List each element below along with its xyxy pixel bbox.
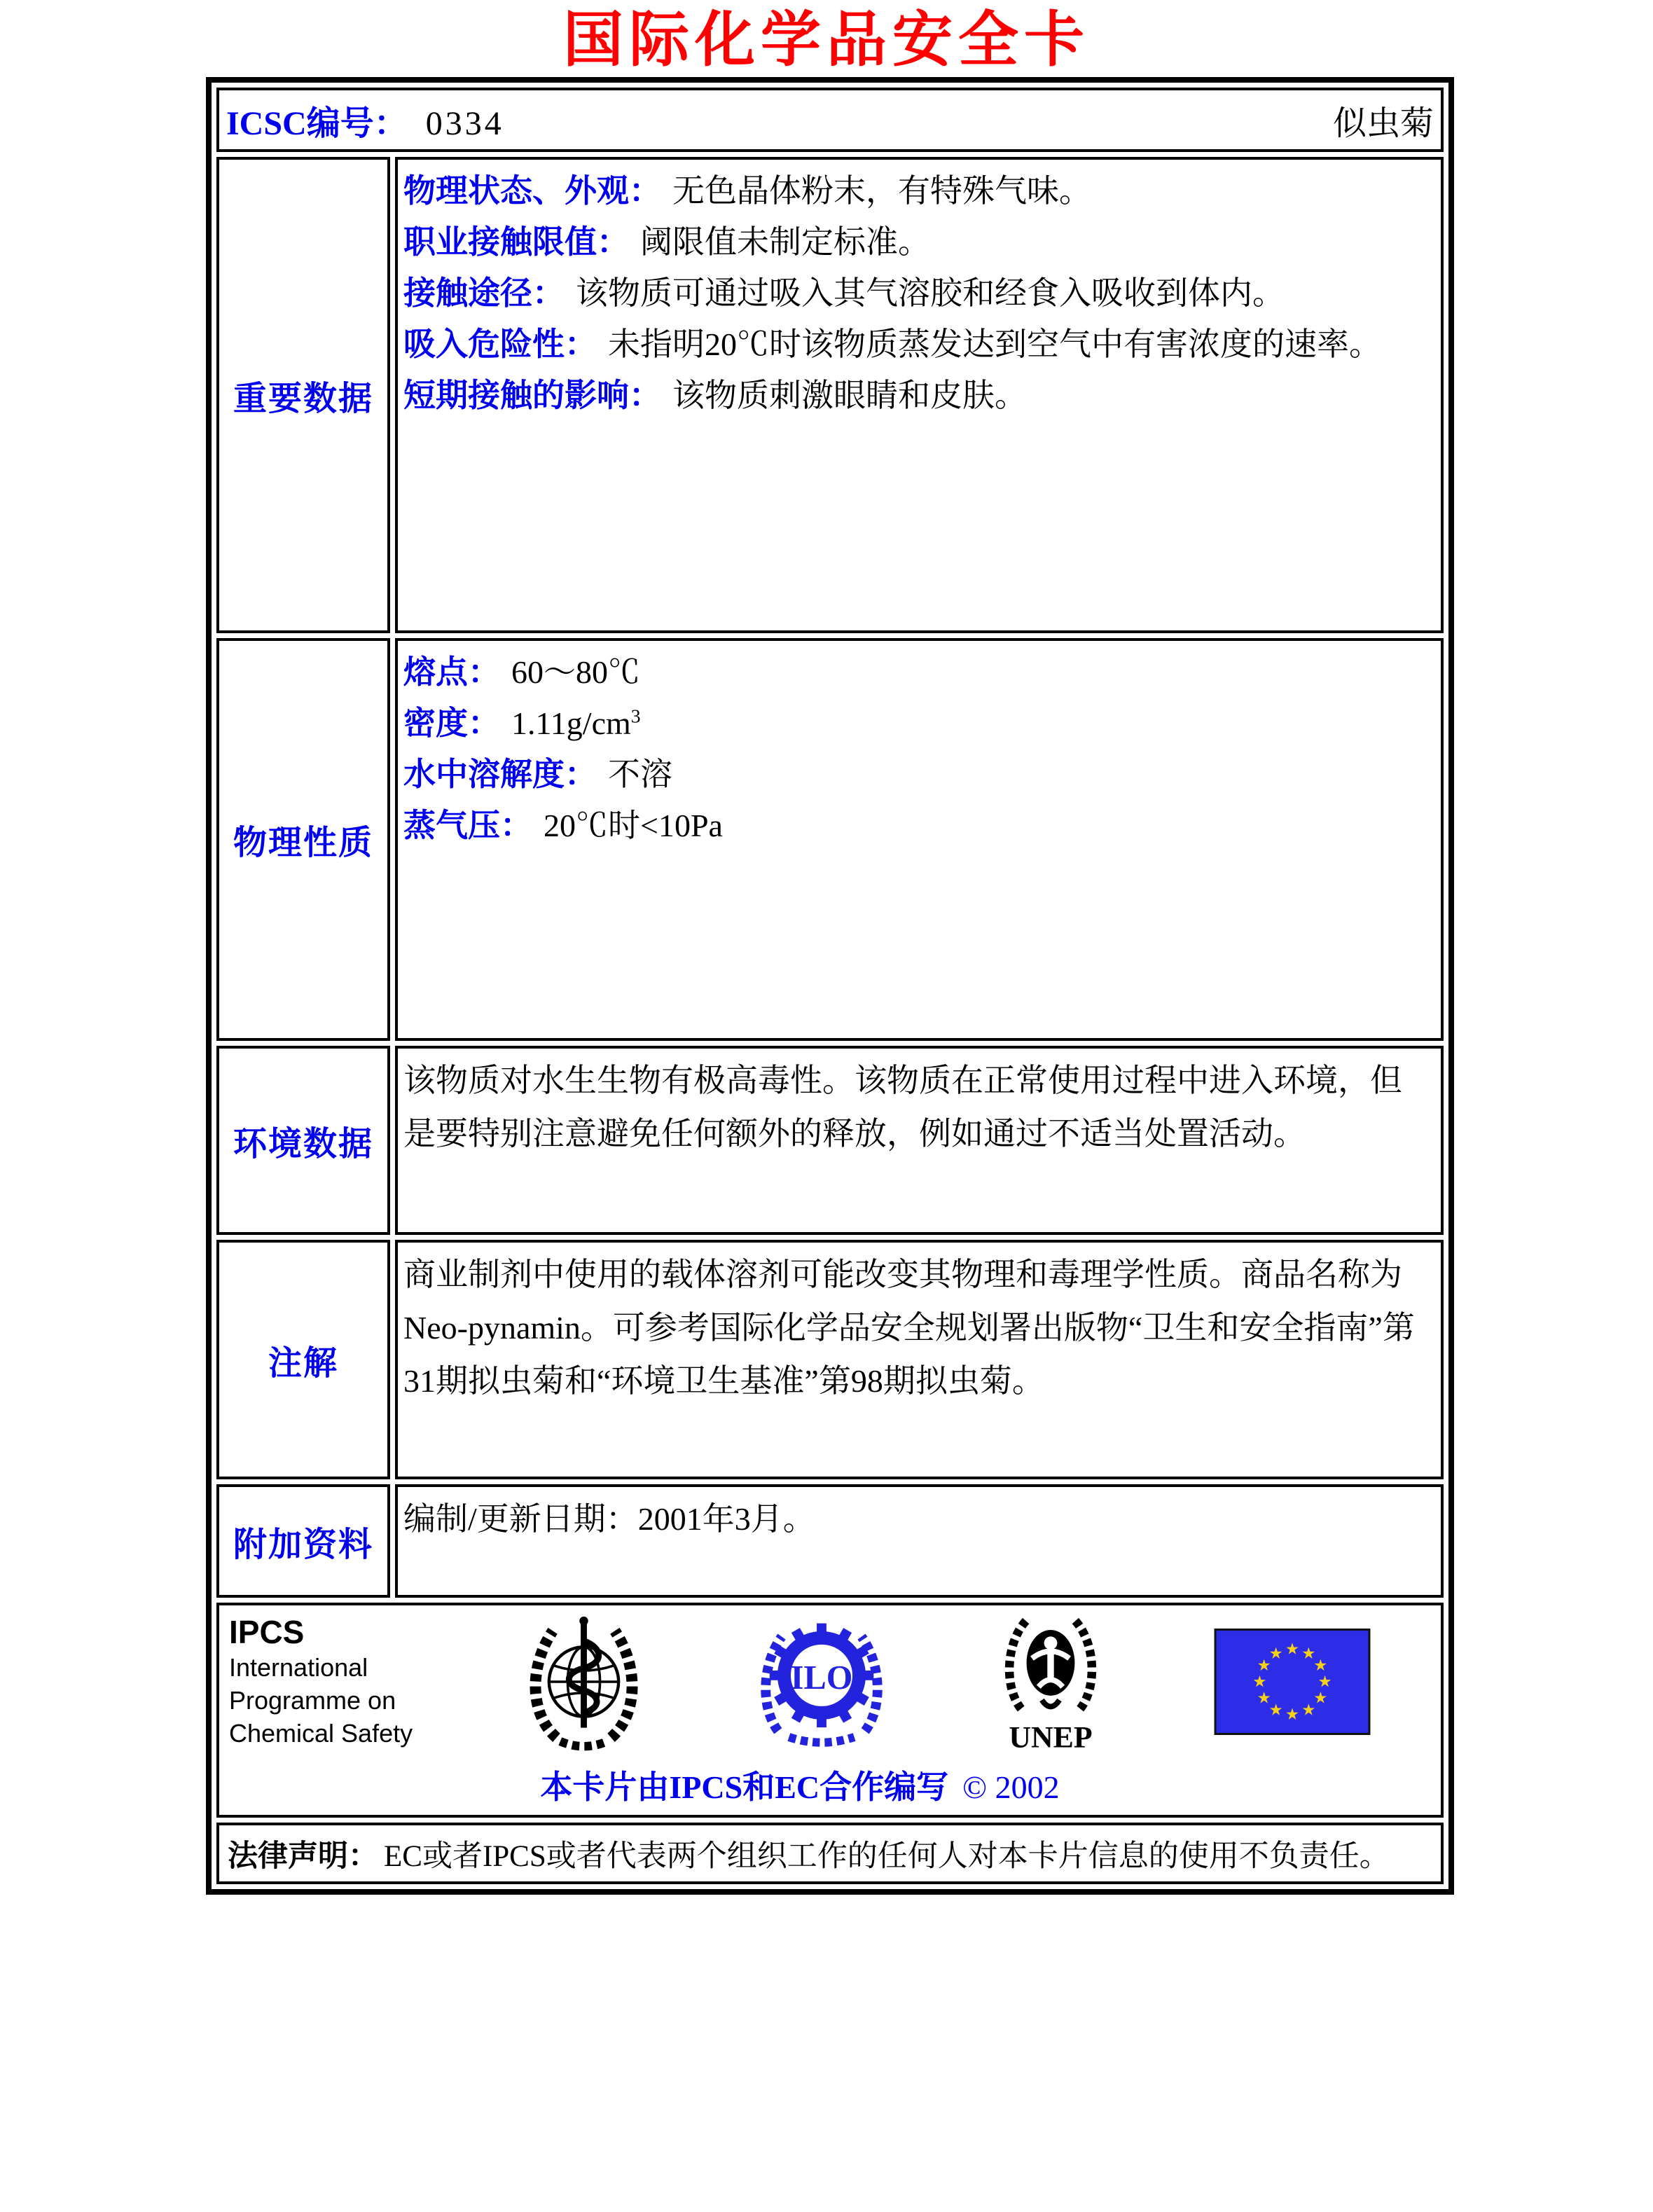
data-line bbox=[403, 698, 1431, 749]
important-data-content bbox=[395, 157, 1444, 633]
field-value: 该物质可通过吸入其气溶胶和经食入吸收到体内。 bbox=[576, 275, 1285, 311]
chemical-name: 似虫菊 bbox=[1332, 104, 1434, 142]
field-label: 接触途径： bbox=[403, 275, 565, 311]
ipcs-text-block bbox=[229, 1613, 413, 1750]
icsc-number-value: 0334 bbox=[425, 104, 504, 142]
notes-content bbox=[395, 1240, 1444, 1479]
unep-logo-icon bbox=[990, 1610, 1111, 1753]
eu-flag-icon bbox=[1214, 1629, 1371, 1735]
data-line bbox=[403, 216, 1431, 268]
who-logo-icon bbox=[516, 1612, 652, 1752]
paragraph-text: 商业制剂中使用的载体溶剂可能改变其物理和毒理学性质。商品名称为Neo-pynamin。可参考国际化学品安全规划署出版物“卫生和安全指南”第31期拟虫菊和“环境卫生基准”第98期拟虫菊。 bbox=[403, 1257, 1415, 1399]
data-line bbox=[403, 370, 1431, 421]
unep-logo-text: UNEP bbox=[1009, 1720, 1093, 1753]
icsc-number-label: ICSC编号： bbox=[226, 104, 408, 142]
section-label-additional-info: 附加资料 bbox=[216, 1484, 390, 1598]
field-label: 吸入危险性： bbox=[403, 326, 597, 362]
legal-text: EC或者IPCS或者代表两个组织工作的任何人对本卡片信息的使用不负责任。 bbox=[384, 1839, 1390, 1873]
icsc-header-cell bbox=[216, 88, 1444, 152]
field-value: 未指明20℃时该物质蒸发达到空气中有害浓度的速率。 bbox=[608, 326, 1381, 362]
field-value: 该物质刺激眼睛和皮肤。 bbox=[672, 378, 1027, 413]
cooperation-caption bbox=[229, 1762, 1371, 1808]
legal-label: 法律声明： bbox=[228, 1839, 378, 1873]
page-title: 国际化学品安全卡 bbox=[563, 4, 1090, 75]
field-value: 20℃时<10Pa bbox=[544, 808, 723, 843]
data-line bbox=[403, 319, 1431, 370]
copyright-text: © 2002 bbox=[962, 1769, 1060, 1805]
ipcs-line: Chemical Safety bbox=[229, 1719, 413, 1748]
logos-row bbox=[216, 1603, 1444, 1818]
section-label-physical-properties: 物理性质 bbox=[216, 638, 390, 1041]
physical-properties-content bbox=[395, 638, 1444, 1041]
physical-properties-row bbox=[216, 638, 1444, 1041]
legal-row bbox=[216, 1823, 1444, 1884]
logos-cell bbox=[216, 1603, 1444, 1818]
data-line bbox=[403, 749, 1431, 800]
field-value: 不溶 bbox=[608, 756, 672, 792]
data-line bbox=[403, 268, 1431, 319]
ipcs-line: Programme on bbox=[229, 1686, 396, 1715]
ilo-logo-icon bbox=[755, 1613, 888, 1750]
ipcs-acronym: IPCS bbox=[229, 1614, 305, 1650]
section-label-important-data: 重要数据 bbox=[216, 157, 390, 633]
icsc-number-group bbox=[226, 96, 504, 144]
field-value: 60～80℃ bbox=[511, 654, 640, 690]
field-label: 密度： bbox=[403, 705, 500, 741]
legal-cell bbox=[216, 1823, 1444, 1884]
notes-row bbox=[216, 1240, 1444, 1479]
data-line bbox=[403, 647, 1431, 698]
additional-info-content bbox=[395, 1484, 1444, 1598]
ilo-logo-text: ILO bbox=[790, 1659, 852, 1696]
data-line bbox=[403, 800, 1431, 851]
important-data-row bbox=[216, 157, 1444, 633]
field-value: 1.11g/cm bbox=[511, 705, 631, 741]
icsc-card-table bbox=[206, 77, 1454, 1895]
field-value: 无色晶体粉末，有特殊气味。 bbox=[672, 173, 1091, 209]
superscript-exponent: 3 bbox=[630, 705, 641, 727]
icsc-header-row bbox=[216, 88, 1444, 152]
field-label: 水中溶解度： bbox=[403, 756, 597, 792]
paragraph-text: 该物质对水生生物有极高毒性。该物质在正常使用过程中进入环境，但是要特别注意避免任何额外的释放，例如通过不适当处置活动。 bbox=[403, 1063, 1402, 1152]
additional-info-row bbox=[216, 1484, 1444, 1598]
caption-text: 本卡片由IPCS和EC合作编写 bbox=[540, 1769, 949, 1805]
environmental-data-content bbox=[395, 1046, 1444, 1235]
field-label: 蒸气压： bbox=[403, 808, 532, 843]
logos-strip bbox=[229, 1610, 1371, 1753]
paragraph-text: 编制/更新日期：2001年3月。 bbox=[403, 1501, 815, 1537]
data-line bbox=[403, 165, 1431, 216]
section-label-environmental-data: 环境数据 bbox=[216, 1046, 390, 1235]
section-label-notes: 注解 bbox=[216, 1240, 390, 1479]
field-label: 职业接触限值： bbox=[403, 224, 629, 260]
field-label: 短期接触的影响： bbox=[403, 378, 661, 413]
field-label: 物理状态、外观： bbox=[403, 173, 661, 209]
field-value: 阈限值未制定标准。 bbox=[640, 224, 930, 260]
environmental-data-row bbox=[216, 1046, 1444, 1235]
field-label: 熔点： bbox=[403, 654, 500, 690]
ipcs-line: International bbox=[229, 1653, 368, 1682]
